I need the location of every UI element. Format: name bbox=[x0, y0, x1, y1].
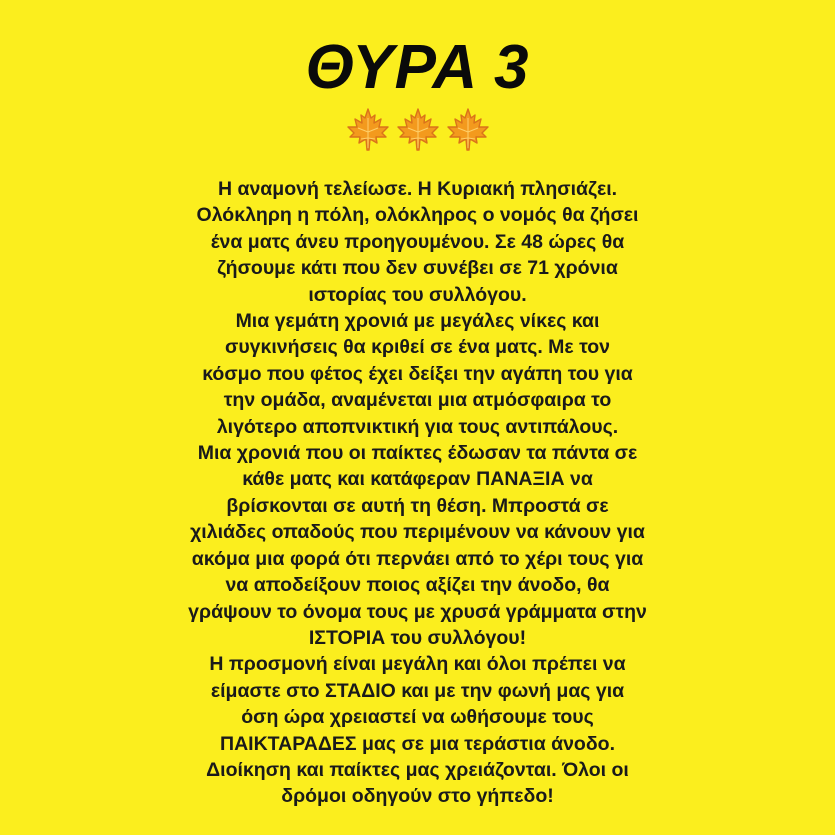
body-line: χιλιάδες οπαδούς που περιμένουν να κάνουν για bbox=[190, 521, 645, 544]
body-line: λιγότερο αποπνικτική για τους αντιπάλους. bbox=[216, 415, 619, 438]
body-line: Ολόκληρη η πόλη, ολόκληρος ο νομός θα ζήσει bbox=[196, 204, 639, 227]
body-line: κόσμο που φέτος έχει δείξει την αγάπη του για bbox=[202, 362, 633, 385]
maple-leaf-icon bbox=[444, 106, 492, 154]
body-line: Η αναμονή τελείωσε. Η Κυριακή πλησιάζει. bbox=[217, 178, 618, 200]
maple-leaf-icon bbox=[344, 106, 392, 154]
body-line: ΠΑΙΚΤΑΡΑΔΕΣ μας σε μια τεράστια άνοδο. bbox=[219, 732, 615, 755]
body-line: όση ώρα χρειαστεί να ωθήσουμε τους bbox=[241, 706, 594, 729]
body-line: δρόμοι οδηγούν στο γήπεδο! bbox=[281, 785, 554, 808]
body-line: συγκινήσεις θα κριθεί σε ένα ματς. Με τον bbox=[224, 336, 611, 359]
body-line: ΙΣΤΟΡΙΑ του συλλόγου! bbox=[308, 626, 527, 649]
body-line: βρίσκονται σε αυτή τη θέση. Μπροστά σε bbox=[226, 494, 609, 517]
post-body bbox=[60, 176, 775, 810]
body-line: Μια γεμάτη χρονιά με μεγάλες νίκες και bbox=[235, 310, 600, 333]
body-line: Διοίκηση και παίκτες μας χρειάζονται. Όλοι οι bbox=[206, 758, 629, 781]
maple-leaf-icon bbox=[394, 106, 442, 154]
post-title: ΘΥΡΑ 3 bbox=[305, 33, 530, 102]
body-line: ζήσουμε κάτι που δεν συνέβει σε 71 χρόνια bbox=[217, 257, 618, 280]
body-line: Η προσμονή είναι μεγάλη και όλοι πρέπει να bbox=[209, 653, 626, 676]
body-line: ένα ματς άνευ προηγουμένου. Σε 48 ώρες θα bbox=[210, 230, 625, 253]
body-line: ιστορίας του συλλόγου. bbox=[308, 283, 527, 306]
body-line: Μια χρονιά που οι παίκτες έδωσαν τα πάντα σε bbox=[197, 442, 638, 465]
body-line: γράψουν το όνομα τους με χρυσά γράμματα στην bbox=[188, 600, 647, 623]
leaf-decoration bbox=[0, 106, 835, 154]
body-line: κάθε ματς και κατάφεραν ΠΑΝΑΞΙΑ να bbox=[242, 468, 593, 491]
body-line: είμαστε στο ΣΤΑΔΙΟ και με την φωνή μας για bbox=[210, 679, 625, 702]
body-line: να αποδείξουν ποιος αξίζει την άνοδο, θα bbox=[225, 574, 610, 597]
body-line: ακόμα μια φορά ότι περνάει από το χέρι τους για bbox=[191, 547, 644, 570]
body-line: την ομάδα, αναμένεται μια ατμόσφαιρα το bbox=[223, 389, 612, 412]
